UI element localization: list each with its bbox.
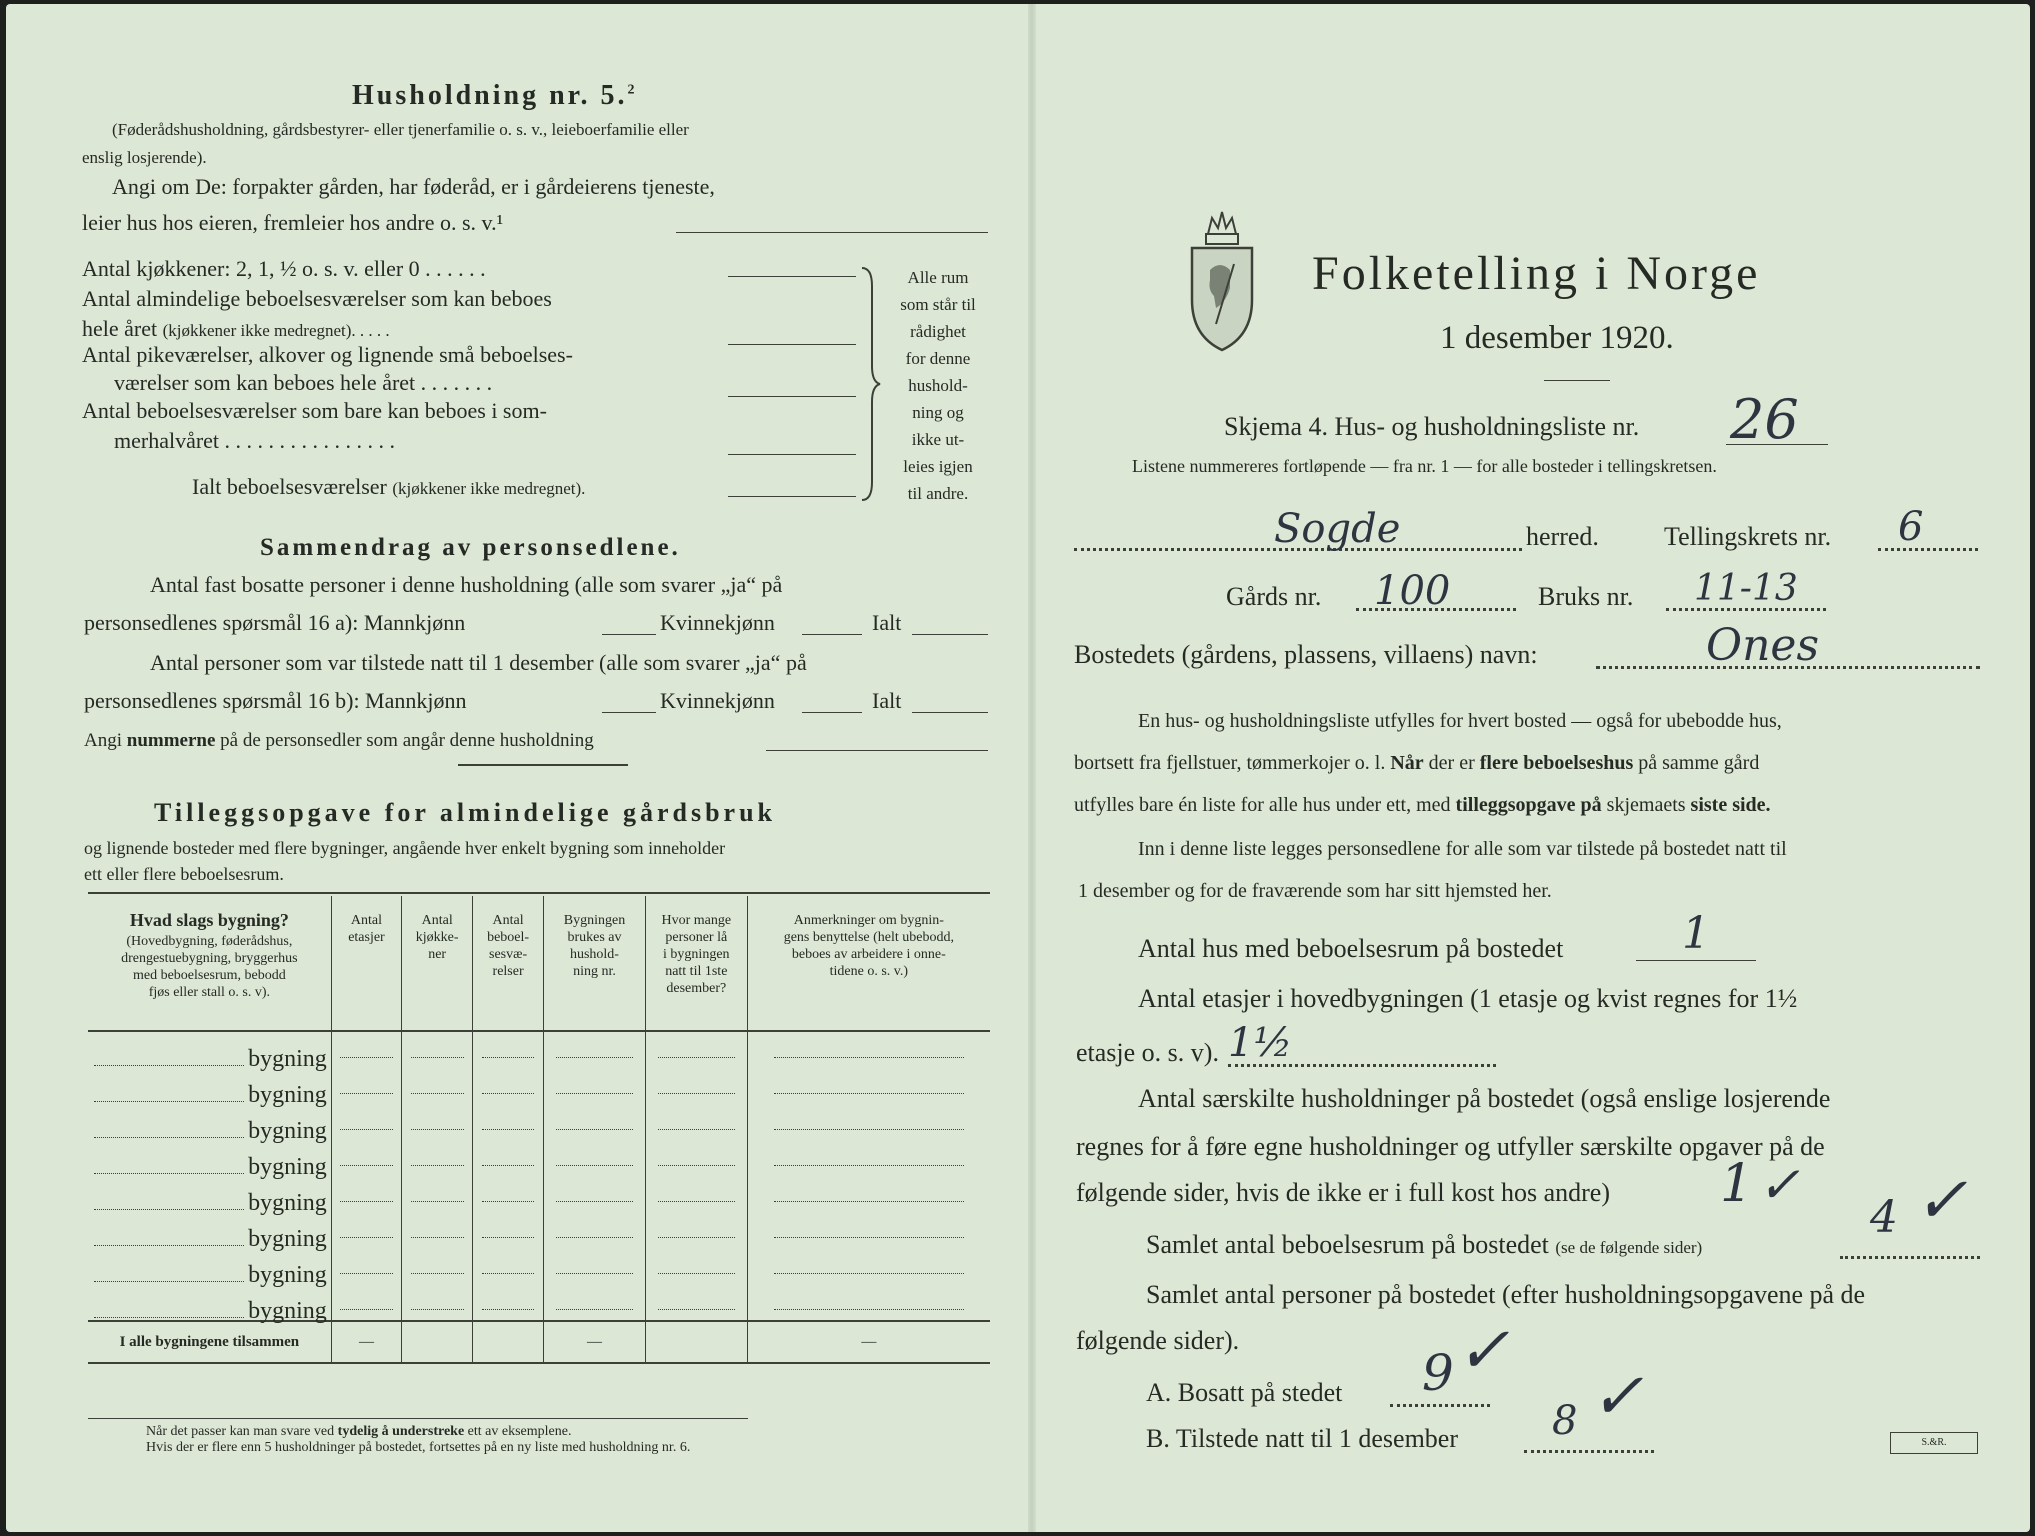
- rooms-small-answer: [728, 396, 856, 397]
- cell-blank: [340, 1164, 392, 1166]
- cell-blank: [658, 1272, 735, 1274]
- husholdninger-handwritten: 1: [1720, 1154, 1754, 1214]
- section-divider: [458, 764, 628, 766]
- table-cell[interactable]: [402, 1284, 473, 1321]
- cell-blank: [340, 1236, 392, 1238]
- cell-blank: [658, 1308, 735, 1310]
- brace-note-line: for denne: [905, 349, 971, 368]
- table-cell[interactable]: [544, 1284, 646, 1321]
- personer-label: Samlet antal personer på bostedet (efter husholdningsopgavene på de: [1146, 1280, 1866, 1309]
- brace-note-line: ning og: [912, 403, 964, 422]
- building-blank: [94, 1281, 244, 1282]
- building-label: bygning: [248, 1190, 327, 1216]
- rooms-total-label: Ialt beboelsesværelser (kjøkkener ikke medregnet).: [192, 474, 586, 499]
- bosted-handwritten: Ones: [1706, 620, 1820, 671]
- beboelsesrum-label: Samlet antal beboelsesrum på bostedet (se de følgende sider): [1146, 1230, 1703, 1259]
- instructions-1: En hus- og husholdningsliste utfylles for hvert bosted — også for ubebodde hus,: [1138, 710, 1782, 732]
- summary-b-female-label: Kvinnekjønn: [660, 688, 775, 713]
- table-header-row: [88, 896, 990, 1031]
- building-label: bygning: [248, 1046, 327, 1072]
- hus-blank: [1636, 960, 1756, 961]
- summary-title: Sammendrag av personsedlene.: [260, 534, 681, 561]
- brace-note-line: til andre.: [907, 484, 969, 503]
- table-header-line: Antal: [350, 913, 383, 928]
- building-type-cell[interactable]: [88, 1284, 331, 1324]
- table-cell[interactable]: [747, 1140, 990, 1176]
- list-number-handwritten: 26: [1730, 388, 1799, 451]
- table-header-line: ning nr.: [573, 964, 616, 979]
- etasjer-handwritten: 1½: [1228, 1020, 1293, 1066]
- building-label: bygning: [248, 1118, 327, 1144]
- building-type-cell[interactable]: [88, 1140, 331, 1180]
- cell-blank: [482, 1128, 535, 1130]
- table-header-line: personer lå: [665, 930, 728, 945]
- cell-blank: [556, 1164, 634, 1166]
- table-header-cell: [473, 896, 544, 1031]
- brace-note-line: rådighet: [910, 322, 966, 341]
- total-label: I alle bygningene tilsammen: [88, 1321, 331, 1363]
- table-row: [88, 1068, 990, 1104]
- cell-blank: [658, 1200, 735, 1202]
- cell-blank: [340, 1200, 392, 1202]
- building-blank: [94, 1245, 244, 1246]
- footnote-rule: [88, 1418, 748, 1419]
- cell-blank: [774, 1056, 965, 1058]
- cell-blank: [556, 1308, 634, 1310]
- table-row: [88, 1212, 990, 1248]
- table-cell[interactable]: [473, 1284, 544, 1321]
- instructions-5: 1 desember og for de fraværende som har sitt hjemsted her.: [1078, 880, 1552, 902]
- table-cell[interactable]: [747, 1248, 990, 1284]
- cell-blank: [411, 1236, 464, 1238]
- table-cell[interactable]: [331, 1068, 401, 1104]
- tellingskrets-blank: [1878, 548, 1978, 551]
- cell-blank: [482, 1056, 535, 1058]
- table-header-line: Anmerkninger om bygnin-: [793, 913, 944, 928]
- table-header-line: ner: [428, 947, 447, 962]
- cell-blank: [482, 1236, 535, 1238]
- table-cell[interactable]: [645, 1248, 747, 1284]
- beboelsesrum-handwritten: 4: [1870, 1192, 1898, 1243]
- table-header-line: tidene o. s. v.): [829, 964, 909, 979]
- table-header-cell: [544, 896, 646, 1031]
- table-header-line: i bygningen: [663, 947, 730, 962]
- cell-blank: [411, 1092, 464, 1094]
- table-cell[interactable]: [747, 1176, 990, 1212]
- table-cell[interactable]: [402, 1248, 473, 1284]
- brace-note-line: ikke ut-: [911, 430, 965, 449]
- beboelsesrum-blank: [1840, 1256, 1980, 1259]
- table-header-line: Antal: [421, 913, 453, 928]
- cell-blank: [774, 1200, 965, 1202]
- table-header-title: Hvad slags bygning?: [129, 910, 289, 930]
- rooms-summer-label-2: merhalvåret . . . . . . . . . . . . . . . .: [114, 428, 396, 453]
- table-row: [88, 1140, 990, 1176]
- table-header-line: desember?: [666, 981, 727, 996]
- building-type-cell[interactable]: [88, 1104, 331, 1144]
- rooms-small-label-2: værelser som kan beboes hele året . . . . . . .: [114, 370, 493, 395]
- table-header-line: gens benyttelse (helt ubebodd,: [783, 930, 954, 945]
- table-cell[interactable]: [331, 1248, 401, 1284]
- table-header-line: Bygningen: [563, 913, 626, 928]
- cell-blank: [482, 1200, 535, 1202]
- table-cell[interactable]: [402, 1104, 473, 1140]
- table-cell[interactable]: [645, 1284, 747, 1321]
- form-date: 1 desember 1920.: [1440, 320, 1674, 356]
- table-cell[interactable]: [473, 1068, 544, 1104]
- table-cell[interactable]: [331, 1176, 401, 1212]
- table-cell[interactable]: [645, 1176, 747, 1212]
- husholdninger-label-3: følgende sider, hvis de ikke er i full kost hos andre): [1076, 1178, 1610, 1207]
- cell-blank: [482, 1164, 535, 1166]
- table-cell[interactable]: [402, 1176, 473, 1212]
- tillegg-subtitle-2: ett eller flere beboelsesrum.: [84, 864, 284, 884]
- husholdninger-label-2: regnes for å føre egne husholdninger og utfyller særskilte opgaver på de: [1076, 1132, 1825, 1161]
- bosatt-label: A. Bosatt på stedet: [1146, 1378, 1343, 1407]
- cell-blank: [340, 1056, 392, 1058]
- building-label: bygning: [248, 1262, 327, 1288]
- tilstede-check-mark: ✓: [1590, 1360, 1644, 1434]
- etasjer-label-2: etasje o. s. v).: [1076, 1038, 1219, 1067]
- cell-blank: [556, 1200, 634, 1202]
- cell-blank: [340, 1308, 392, 1310]
- table-cell[interactable]: [645, 1031, 747, 1068]
- instructions-2: bortsett fra fjellstuer, tømmerkojer o. l. Når der er flere beboelseshus på samme gård: [1074, 752, 1760, 774]
- rooms-summer-label: Antal beboelsesværelser som bare kan beboes i som-: [82, 398, 547, 423]
- summary-b-line-1: Antal personer som var tilstede natt til 1 desember (alle som svarer „ja“ på: [150, 650, 807, 675]
- gards-handwritten: 100: [1374, 568, 1451, 614]
- instructions-4: Inn i denne liste legges personsedlene for alle som var tilstede på bostedet natt til: [1138, 838, 1787, 860]
- numbering-note: Listene nummereres fortløpende — fra nr. 1 — for alle bosteder i tellingskretsen.: [1132, 456, 1717, 476]
- table-header-line: kjøkke-: [415, 930, 459, 945]
- cell-blank: [774, 1092, 965, 1094]
- table-header-line: fjøs eller stall o. s. v).: [148, 985, 271, 1000]
- table-cell[interactable]: [331, 1031, 401, 1068]
- table-cell[interactable]: [747, 1068, 990, 1104]
- angi-line-1: Angi om De: forpakter gården, har føderåd, er i gårdeierens tjeneste,: [112, 174, 715, 199]
- total-cell: [473, 1321, 544, 1363]
- building-blank: [94, 1173, 244, 1174]
- tillegg-subtitle: og lignende bosteder med flere bygninger, angående hver enkelt bygning som inneholder: [84, 838, 726, 858]
- buildings-table: [88, 896, 990, 1364]
- table-cell[interactable]: [544, 1068, 646, 1104]
- cell-blank: [411, 1056, 464, 1058]
- cell-blank: [411, 1128, 464, 1130]
- table-header-line: beboes av arbeidere i onne-: [791, 947, 946, 962]
- title-divider: [1544, 380, 1610, 381]
- instructions-3: utfylles bare én liste for alle hus under ett, med tilleggsopgave på skjemaets siste side.: [1074, 794, 1771, 816]
- table-cell[interactable]: [402, 1068, 473, 1104]
- summary-b-total-label: Ialt: [872, 688, 902, 713]
- summary-a-female-blank: [802, 634, 862, 635]
- cell-blank: [658, 1092, 735, 1094]
- cell-blank: [658, 1056, 735, 1058]
- cell-blank: [340, 1272, 392, 1274]
- printer-stamp: S.&R.: [1890, 1432, 1978, 1454]
- table-header-line: drengestuebygning, bryggerhus: [121, 951, 298, 966]
- table-cell[interactable]: [544, 1140, 646, 1176]
- building-blank: [94, 1065, 244, 1066]
- building-label: bygning: [248, 1226, 327, 1252]
- personer-label-2: følgende sider).: [1076, 1326, 1240, 1355]
- cell-blank: [340, 1092, 392, 1094]
- table-header-line: beboel-: [487, 930, 530, 945]
- table-header-line: hushold-: [569, 947, 619, 962]
- angi-answer-line: [676, 232, 988, 233]
- table-cell[interactable]: [473, 1140, 544, 1176]
- table-cell[interactable]: [544, 1248, 646, 1284]
- building-blank: [94, 1137, 244, 1138]
- cell-blank: [411, 1200, 464, 1202]
- cell-blank: [482, 1092, 535, 1094]
- table-cell[interactable]: [747, 1284, 990, 1321]
- summary-a-male-blank: [602, 634, 656, 635]
- table-header-line: natt til 1ste: [665, 964, 728, 979]
- table-cell[interactable]: [402, 1212, 473, 1248]
- tellingskrets-label: Tellingskrets nr.: [1664, 522, 1832, 551]
- table-cell[interactable]: [331, 1284, 401, 1321]
- table-cell[interactable]: [402, 1140, 473, 1176]
- form-title: Folketelling i Norge: [1312, 247, 1761, 300]
- table-top-rule: [88, 892, 990, 894]
- table-cell[interactable]: [473, 1212, 544, 1248]
- summary-a-total-blank: [912, 634, 988, 635]
- cell-blank: [556, 1128, 634, 1130]
- table-cell[interactable]: [473, 1031, 544, 1068]
- table-cell[interactable]: [544, 1212, 646, 1248]
- building-label: bygning: [248, 1082, 327, 1108]
- brace-note-line: leies igjen: [903, 457, 973, 476]
- household-title: Husholdning nr. 5.$^2$: [352, 80, 638, 111]
- table-header-cell: [331, 896, 401, 1031]
- building-type-cell[interactable]: [88, 1248, 331, 1288]
- household-note-cont: enslig losjerende).: [82, 148, 207, 167]
- table-header-line: etasjer: [348, 930, 385, 945]
- summary-a-line-2: personsedlenes spørsmål 16 a): Mannkjønn: [84, 610, 466, 635]
- brace-note: [886, 264, 990, 507]
- summary-b-female-blank: [802, 712, 862, 713]
- summary-b-male-blank: [602, 712, 656, 713]
- tilstede-blank: [1524, 1450, 1654, 1453]
- herred-handwritten: Sogde: [1274, 506, 1401, 552]
- table-row: [88, 1031, 990, 1068]
- table-header-line: brukes av: [567, 930, 622, 945]
- building-type-cell[interactable]: [88, 1068, 331, 1108]
- cell-blank: [556, 1272, 634, 1274]
- total-cell: [402, 1321, 473, 1363]
- building-label: bygning: [248, 1154, 327, 1180]
- table-row: [88, 1176, 990, 1212]
- cell-blank: [774, 1308, 965, 1310]
- table-cell[interactable]: [747, 1212, 990, 1248]
- table-cell[interactable]: [331, 1212, 401, 1248]
- table-cell[interactable]: [331, 1104, 401, 1140]
- cell-blank: [658, 1128, 735, 1130]
- cell-blank: [774, 1128, 965, 1130]
- table-header-line: Hvor mange: [661, 913, 732, 928]
- hus-handwritten: 1: [1682, 908, 1710, 959]
- cell-blank: [411, 1308, 464, 1310]
- tilstede-handwritten: 8: [1552, 1398, 1578, 1444]
- table-cell[interactable]: [747, 1104, 990, 1140]
- total-dash: —: [747, 1321, 990, 1363]
- summary-b-line-2: personsedlenes spørsmål 16 b): Mannkjønn: [84, 688, 467, 713]
- bruks-handwritten: 11-13: [1694, 568, 1798, 609]
- cell-blank: [774, 1164, 965, 1166]
- etasjer-label: Antal etasjer i hovedbygningen (1 etasje og kvist regnes for 1½: [1138, 984, 1798, 1013]
- table-cell[interactable]: [402, 1031, 473, 1068]
- table-cell[interactable]: [473, 1176, 544, 1212]
- hus-label: Antal hus med beboelsesrum på bostedet: [1138, 934, 1564, 963]
- bosatt-handwritten: 9: [1422, 1344, 1454, 1402]
- husholdninger-check-mark: ✓: [1758, 1156, 1800, 1214]
- summary-a-line-1: Antal fast bosatte personer i denne husholdning (alle som svarer „ja“ på: [150, 572, 783, 597]
- brace-icon: [858, 266, 882, 502]
- cell-blank: [774, 1272, 965, 1274]
- table-row: [88, 1284, 990, 1321]
- bruks-label: Bruks nr.: [1538, 582, 1634, 611]
- angi-line-2: leier hus hos eieren, fremleier hos andre o. s. v.¹: [82, 210, 504, 235]
- total-dash: —: [544, 1321, 646, 1363]
- building-type-cell[interactable]: [88, 1212, 331, 1252]
- summary-a-female-label: Kvinnekjønn: [660, 610, 775, 635]
- table-header-line: med beboelsesrum, bebodd: [132, 968, 286, 983]
- table-row: [88, 1248, 990, 1284]
- rooms-small-label: Antal pikeværelser, alkover og lignende små beboelses-: [82, 342, 573, 367]
- cell-blank: [556, 1092, 634, 1094]
- brace-note-line: hushold-: [908, 376, 968, 395]
- building-blank: [94, 1209, 244, 1210]
- building-blank: [94, 1317, 244, 1318]
- bosatt-check-mark: ✓: [1456, 1314, 1510, 1388]
- table-header-line: (Hovedbygning, føderådshus,: [126, 934, 293, 949]
- table-cell[interactable]: [544, 1104, 646, 1140]
- rooms-summer-answer: [728, 454, 856, 455]
- beboelsesrum-check-mark: ✓: [1914, 1164, 1968, 1238]
- cell-blank: [482, 1308, 535, 1310]
- cell-blank: [556, 1236, 634, 1238]
- table-cell[interactable]: [747, 1031, 990, 1068]
- table-header-cell: [645, 896, 747, 1031]
- tilstede-label: B. Tilstede natt til 1 desember: [1146, 1424, 1458, 1453]
- table-header-line: Antal: [492, 913, 524, 928]
- rooms-total-answer: [728, 496, 856, 497]
- cell-blank: [556, 1056, 634, 1058]
- table-cell[interactable]: [645, 1140, 747, 1176]
- total-cell: [645, 1321, 747, 1363]
- husholdninger-label: Antal særskilte husholdninger på bostedet (også enslige losjerende: [1138, 1084, 1831, 1113]
- brace-note-line: som står til: [900, 295, 976, 314]
- table-header-cell: [88, 896, 331, 1031]
- angi-nummerne-blank: [766, 750, 988, 751]
- table-cell[interactable]: [331, 1140, 401, 1176]
- angi-nummerne-line: Angi nummerne på de personsedler som angår denne husholdning: [84, 730, 594, 751]
- bosatt-blank: [1390, 1404, 1490, 1407]
- tillegg-title: Tilleggsopgave for almindelige gårdsbruk: [154, 798, 777, 827]
- building-label: bygning: [248, 1298, 327, 1324]
- building-type-cell[interactable]: [88, 1031, 331, 1072]
- cell-blank: [774, 1236, 965, 1238]
- schema-label: Skjema 4. Hus- og husholdningsliste nr.: [1224, 412, 1640, 441]
- census-form-sheet: [6, 4, 2030, 1532]
- table-cell[interactable]: [645, 1212, 747, 1248]
- tellingskrets-handwritten: 6: [1898, 504, 1924, 550]
- cell-blank: [411, 1272, 464, 1274]
- footnote-1: Når det passer kan man svare ved tydelig å understreke ett av eksemplene.: [146, 1424, 572, 1439]
- gards-label: Gårds nr.: [1226, 582, 1322, 611]
- table-cell[interactable]: [544, 1031, 646, 1068]
- table-row: [88, 1104, 990, 1140]
- norway-coat-of-arms-icon: [1186, 204, 1258, 354]
- rooms-regular-label-2: hele året (kjøkkener ikke medregnet). . . . .: [82, 316, 390, 341]
- table-header-line: sesvæ-: [489, 947, 528, 962]
- cell-blank: [658, 1164, 735, 1166]
- table-header-cell: [402, 896, 473, 1031]
- cell-blank: [340, 1128, 392, 1130]
- footnote-2: Hvis der er flere enn 5 husholdninger på bostedet, fortsettes på en ny liste med husholdning nr. 6.: [146, 1440, 691, 1455]
- table-cell[interactable]: [645, 1104, 747, 1140]
- cell-blank: [411, 1164, 464, 1166]
- cell-blank: [658, 1236, 735, 1238]
- herred-label: herred.: [1526, 522, 1599, 551]
- household-note: (Føderådshusholdning, gårdsbestyrer- eller tjenerfamilie o. s. v., leieboerfamilie eller: [112, 120, 689, 139]
- page-fold: [1028, 4, 1036, 1532]
- building-type-cell[interactable]: [88, 1176, 331, 1216]
- kitchens-label: Antal kjøkkener: 2, 1, ½ o. s. v. eller 0 . . . . . .: [82, 256, 486, 281]
- table-cell[interactable]: [473, 1104, 544, 1140]
- brace-note-line: Alle rum: [907, 268, 969, 287]
- table-cell[interactable]: [645, 1068, 747, 1104]
- table-total-row: [88, 1321, 990, 1363]
- total-dash: —: [331, 1321, 401, 1363]
- summary-b-total-blank: [912, 712, 988, 713]
- kitchens-answer: [728, 276, 856, 277]
- table-cell[interactable]: [473, 1248, 544, 1284]
- table-header-cell: [747, 896, 990, 1031]
- bosted-label: Bostedets (gårdens, plassens, villaens) navn:: [1074, 640, 1538, 669]
- rooms-regular-answer: [728, 344, 856, 345]
- table-header-line: relser: [492, 964, 524, 979]
- rooms-regular-label: Antal almindelige beboelsesværelser som kan beboes: [82, 286, 552, 311]
- building-blank: [94, 1101, 244, 1102]
- table-cell[interactable]: [544, 1176, 646, 1212]
- cell-blank: [482, 1272, 535, 1274]
- summary-a-total-label: Ialt: [872, 610, 902, 635]
